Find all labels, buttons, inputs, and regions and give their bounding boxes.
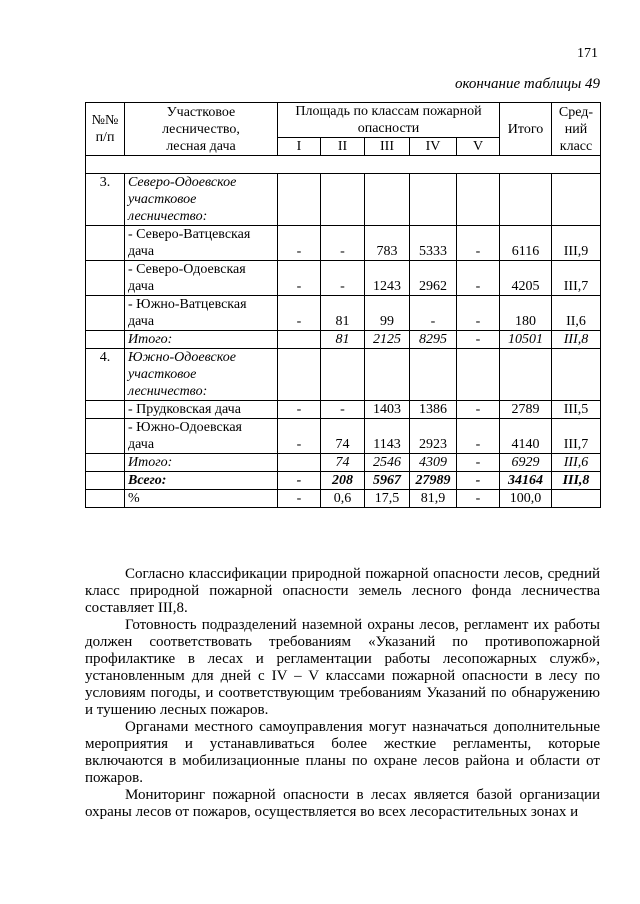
spacer-row bbox=[86, 156, 601, 174]
table-row bbox=[86, 419, 601, 454]
header-class-5: V bbox=[457, 138, 500, 156]
cell-total: 4205 bbox=[500, 261, 552, 296]
cell-c5: - bbox=[457, 454, 500, 472]
cell-num bbox=[86, 419, 125, 454]
paragraph: Мониторинг пожарной опасности в лесах является базой организации охраны лесов от пожаров, осуществляется во всех лесорастительных зонах и bbox=[85, 787, 600, 820]
cell-c4: 27989 bbox=[410, 472, 457, 490]
cell-c3 bbox=[365, 174, 410, 226]
cell-name: Всего: bbox=[125, 472, 278, 490]
cell-c4: 5333 bbox=[410, 226, 457, 261]
cell-c4: - bbox=[410, 296, 457, 331]
body-text bbox=[85, 566, 600, 821]
cell-c4 bbox=[410, 349, 457, 401]
cell-c1 bbox=[278, 349, 321, 401]
cell-name: - Прудковская дача bbox=[125, 401, 278, 419]
cell-c1 bbox=[278, 454, 321, 472]
cell-num bbox=[86, 454, 125, 472]
cell-avg: III,8 bbox=[552, 472, 601, 490]
table-body bbox=[86, 156, 601, 508]
header-area: Площадь по классам пожарной опасности bbox=[278, 103, 500, 138]
cell-c1: - bbox=[278, 472, 321, 490]
table-row bbox=[86, 490, 601, 508]
cell-num bbox=[86, 472, 125, 490]
cell-avg: III,5 bbox=[552, 401, 601, 419]
cell-num bbox=[86, 226, 125, 261]
cell-c1: - bbox=[278, 490, 321, 508]
cell-avg: III,8 bbox=[552, 331, 601, 349]
cell-num: 4. bbox=[86, 349, 125, 401]
cell-num bbox=[86, 331, 125, 349]
cell-c4: 8295 bbox=[410, 331, 457, 349]
page-number: 171 bbox=[577, 46, 598, 61]
cell-total: 6116 bbox=[500, 226, 552, 261]
paragraph: Готовность подразделений наземной охраны лесов, регламент их работы должен соответствовать требованиям «Указаний по противопожарной профилактике в лесах и регламентации работы лесопожарных служб», установленным для дней с IV – V классами пожарной опасности в лесу по условиям погоды, и соответствующим требованиям Указаний по обнаружению и тушению лесных пожаров. bbox=[85, 617, 600, 718]
cell-c4: 2962 bbox=[410, 261, 457, 296]
cell-c3: 17,5 bbox=[365, 490, 410, 508]
paragraph: Согласно классификации природной пожарной опасности лесов, средний класс природной пожарной опасности земель лесного фонда лесничества составляет III,8. bbox=[85, 566, 600, 616]
cell-num: 3. bbox=[86, 174, 125, 226]
cell-c3: 1143 bbox=[365, 419, 410, 454]
cell-c1: - bbox=[278, 261, 321, 296]
cell-total: 10501 bbox=[500, 331, 552, 349]
cell-c1: - bbox=[278, 226, 321, 261]
cell-total: 6929 bbox=[500, 454, 552, 472]
cell-c5: - bbox=[457, 296, 500, 331]
cell-num bbox=[86, 296, 125, 331]
fire-danger-table bbox=[85, 102, 601, 508]
cell-name: Итого: bbox=[125, 331, 278, 349]
table-row bbox=[86, 174, 601, 226]
cell-c4: 81,9 bbox=[410, 490, 457, 508]
header-total: Итого bbox=[500, 103, 552, 156]
cell-avg bbox=[552, 349, 601, 401]
cell-c5: - bbox=[457, 226, 500, 261]
cell-total bbox=[500, 174, 552, 226]
cell-num bbox=[86, 261, 125, 296]
table-row bbox=[86, 261, 601, 296]
header-class-1: I bbox=[278, 138, 321, 156]
cell-avg: III,7 bbox=[552, 261, 601, 296]
table-row bbox=[86, 454, 601, 472]
cell-c2: 74 bbox=[321, 454, 365, 472]
header-num: №№ п/п bbox=[86, 103, 125, 156]
header-class-2: II bbox=[321, 138, 365, 156]
cell-name: Южно-Одоевское участковое лесничество: bbox=[125, 349, 278, 401]
cell-total: 2789 bbox=[500, 401, 552, 419]
cell-name: Итого: bbox=[125, 454, 278, 472]
cell-c2: 74 bbox=[321, 419, 365, 454]
table-row bbox=[86, 349, 601, 401]
cell-c5 bbox=[457, 174, 500, 226]
cell-avg: III,9 bbox=[552, 226, 601, 261]
cell-c2 bbox=[321, 349, 365, 401]
cell-c4: 2923 bbox=[410, 419, 457, 454]
cell-name: - Северо-Одоевская дача bbox=[125, 261, 278, 296]
table-row bbox=[86, 401, 601, 419]
cell-c3: 2125 bbox=[365, 331, 410, 349]
cell-c2: 81 bbox=[321, 296, 365, 331]
table-row bbox=[86, 226, 601, 261]
cell-c2: - bbox=[321, 401, 365, 419]
cell-total bbox=[500, 349, 552, 401]
cell-c2: 0,6 bbox=[321, 490, 365, 508]
table-row bbox=[86, 472, 601, 490]
cell-c1: - bbox=[278, 401, 321, 419]
cell-name: - Южно-Одоевская дача bbox=[125, 419, 278, 454]
cell-avg: III,7 bbox=[552, 419, 601, 454]
cell-c5: - bbox=[457, 419, 500, 454]
header-class-3: III bbox=[365, 138, 410, 156]
cell-name: - Южно-Ватцевская дача bbox=[125, 296, 278, 331]
cell-c3: 5967 bbox=[365, 472, 410, 490]
cell-c4 bbox=[410, 174, 457, 226]
table-caption: окончание таблицы 49 bbox=[454, 76, 600, 92]
cell-c5 bbox=[457, 349, 500, 401]
cell-c5: - bbox=[457, 472, 500, 490]
cell-c2: 81 bbox=[321, 331, 365, 349]
table-row bbox=[86, 331, 601, 349]
cell-c5: - bbox=[457, 401, 500, 419]
table-row bbox=[86, 296, 601, 331]
cell-num bbox=[86, 490, 125, 508]
cell-name: Северо-Одоевское участковое лесничество: bbox=[125, 174, 278, 226]
cell-c2: - bbox=[321, 261, 365, 296]
header-class-4: IV bbox=[410, 138, 457, 156]
paragraph: Органами местного самоуправления могут назначаться дополнительные мероприятия и устанавливаться более жесткие регламенты, которые включаются в мобилизационные планы по охране лесов района и области от пожаров. bbox=[85, 719, 600, 786]
cell-avg: III,6 bbox=[552, 454, 601, 472]
cell-c1 bbox=[278, 174, 321, 226]
cell-c3: 1243 bbox=[365, 261, 410, 296]
cell-name: % bbox=[125, 490, 278, 508]
cell-c2 bbox=[321, 174, 365, 226]
cell-c2: 208 bbox=[321, 472, 365, 490]
cell-c3: 2546 bbox=[365, 454, 410, 472]
cell-c3: 783 bbox=[365, 226, 410, 261]
cell-c3: 99 bbox=[365, 296, 410, 331]
cell-avg: II,6 bbox=[552, 296, 601, 331]
cell-c4: 4309 bbox=[410, 454, 457, 472]
cell-c5: - bbox=[457, 261, 500, 296]
cell-c5: - bbox=[457, 490, 500, 508]
cell-total: 4140 bbox=[500, 419, 552, 454]
cell-c5: - bbox=[457, 331, 500, 349]
cell-avg bbox=[552, 490, 601, 508]
cell-c1: - bbox=[278, 296, 321, 331]
cell-c4: 1386 bbox=[410, 401, 457, 419]
cell-c3 bbox=[365, 349, 410, 401]
cell-c1 bbox=[278, 331, 321, 349]
cell-total: 180 bbox=[500, 296, 552, 331]
cell-c2: - bbox=[321, 226, 365, 261]
cell-total: 100,0 bbox=[500, 490, 552, 508]
header-unit: Участковое лесничество, лесная дача bbox=[125, 103, 278, 156]
cell-avg bbox=[552, 174, 601, 226]
cell-c1: - bbox=[278, 419, 321, 454]
cell-total: 34164 bbox=[500, 472, 552, 490]
cell-c3: 1403 bbox=[365, 401, 410, 419]
cell-num bbox=[86, 401, 125, 419]
cell-name: - Северо-Ватцевская дача bbox=[125, 226, 278, 261]
header-avg: Сред- ний класс bbox=[552, 103, 601, 156]
